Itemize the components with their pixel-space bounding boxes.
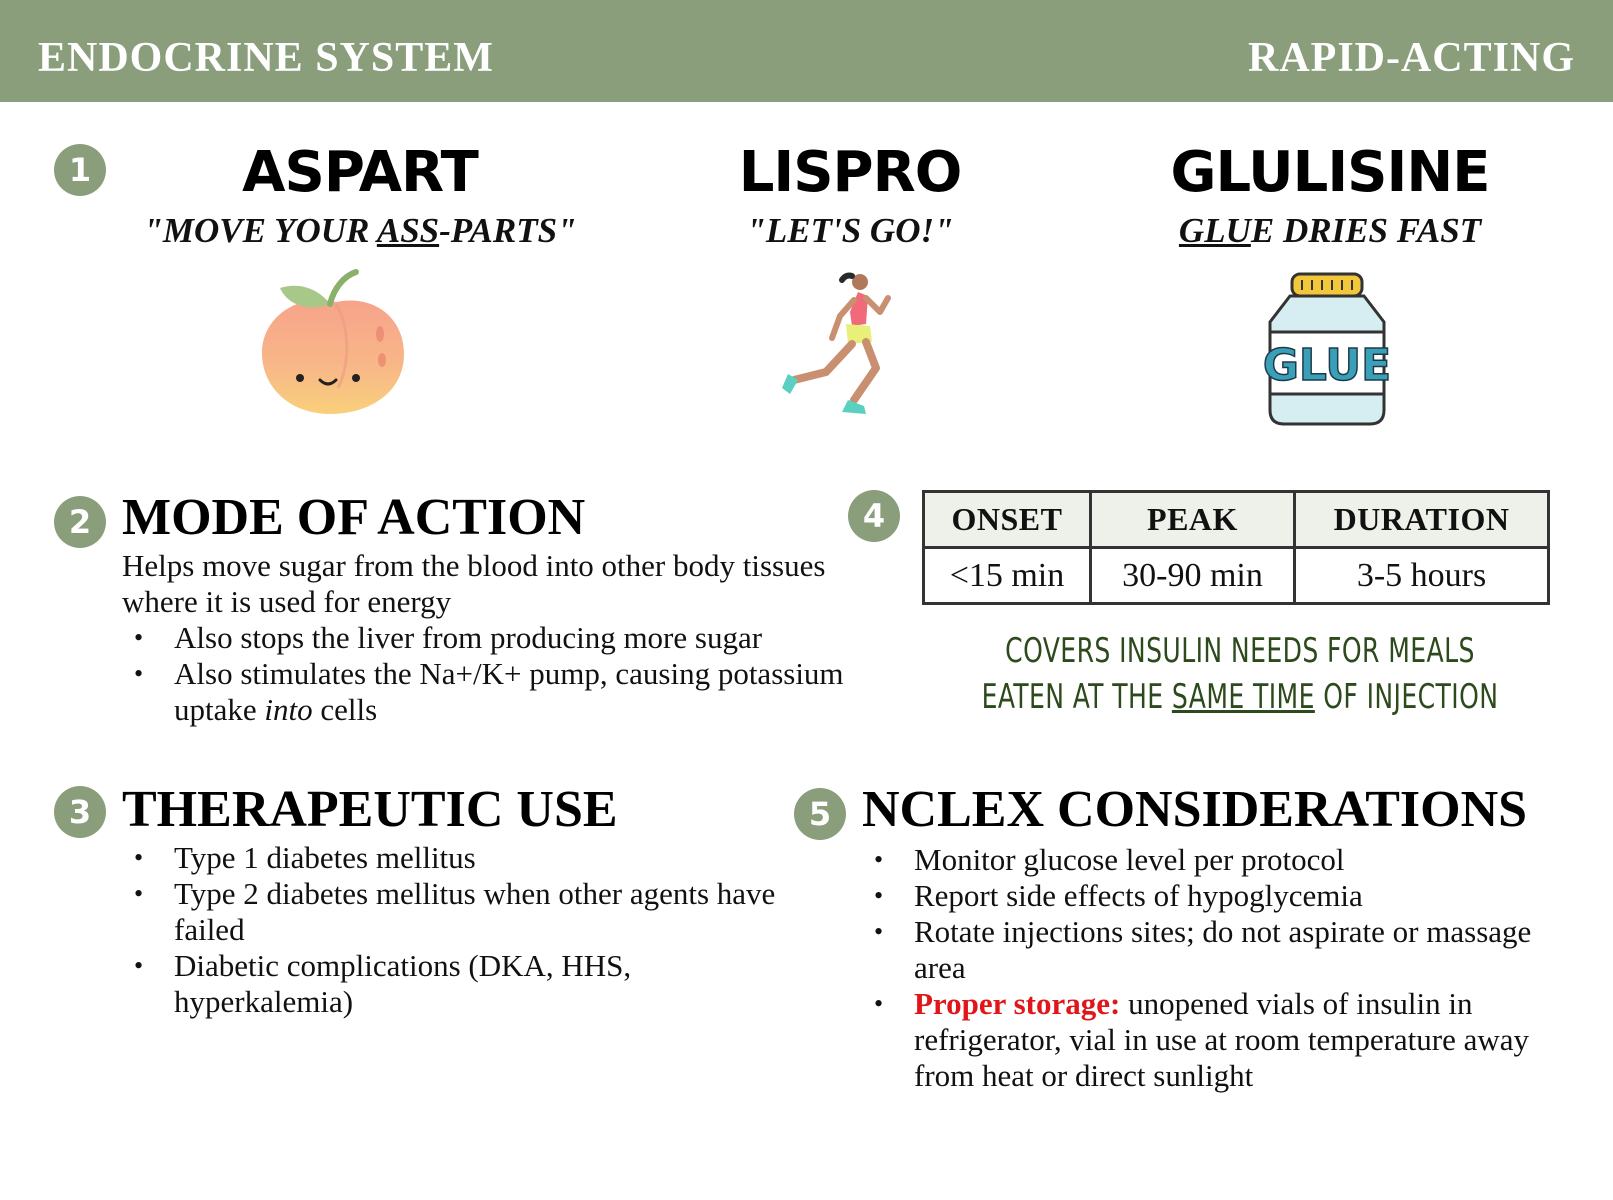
list-item: • Proper storage: unopened vials of insulin in refrigerator, vial in use at room temperature away from heat or direct sunlight [862,986,1562,1094]
section-number-5: 5 [794,788,846,840]
list-item: • Also stops the liver from producing more sugar [122,620,862,656]
glue-bottle-icon [1262,270,1392,430]
list-item: • Rotate injections sites; do not aspirate or massage area [862,914,1562,986]
section-number-1: 1 [54,144,106,196]
therapeutic-use-bullets [122,840,802,1020]
list-item: • Diabetic complications (DKA, HHS, hyperkalemia) [122,948,802,1020]
drug-name: ASPART [242,140,478,205]
duration-value: 3-5 hours [1295,548,1549,604]
list-item: • Monitor glucose level per protocol [862,842,1562,878]
header-topic: ENDOCRINE SYSTEM [38,35,494,81]
timing-table [922,490,1550,605]
drug-lispro [630,140,1070,251]
peach-icon [258,268,418,428]
list-item: • Also stimulates the Na+/K+ pump, causing potassium uptake into cells [122,656,862,728]
nclex-title: NCLEX CONSIDERATIONS [862,781,1528,838]
header-bar [0,0,1613,102]
list-item: • Report side effects of hypoglycemia [862,878,1562,914]
drug-mnemonic: "LET'S GO!" [746,211,954,250]
coverage-line-2: EATEN AT THE SAME TIME OF INJECTION [981,677,1499,717]
onset-value: <15 min [924,548,1091,604]
section-number-3: 3 [54,786,106,838]
drug-name: GLULISINE [1170,140,1490,205]
drug-glulisine [1080,140,1580,251]
section-number-4: 4 [848,490,900,542]
table-header-row [924,492,1549,548]
nclex-bullets [862,842,1562,1094]
section-number-2: 2 [54,496,106,548]
list-item: • Type 1 diabetes mellitus [122,840,802,876]
coverage-line-1: COVERS INSULIN NEEDS FOR MEALS [1005,631,1475,671]
drug-aspart [100,140,620,251]
drug-name: LISPRO [738,140,962,205]
mode-of-action-title: MODE OF ACTION [122,489,586,546]
peak-value: 30-90 min [1090,548,1294,604]
header-onset: ONSET [924,492,1091,548]
therapeutic-use-title: THERAPEUTIC USE [122,781,618,838]
glue-label: GLUE [1262,340,1392,391]
header-duration: DURATION [1295,492,1549,548]
runner-icon [780,268,910,428]
list-item: • Type 2 diabetes mellitus when other agents have failed [122,876,802,948]
mode-of-action-bullets [122,620,862,728]
storage-label: Proper storage: [914,986,1121,1021]
mode-of-action-text: Helps move sugar from the blood into other body tissues where it is used for energy [122,548,826,619]
drug-mnemonic: GLUE DRIES FAST [1178,211,1482,250]
meal-coverage-note [961,628,1519,720]
header-peak: PEAK [1090,492,1294,548]
drug-mnemonic: "MOVE YOUR ASS-PARTS" [143,211,577,250]
table-row [924,548,1549,604]
header-category: RAPID-ACTING [1248,35,1575,81]
